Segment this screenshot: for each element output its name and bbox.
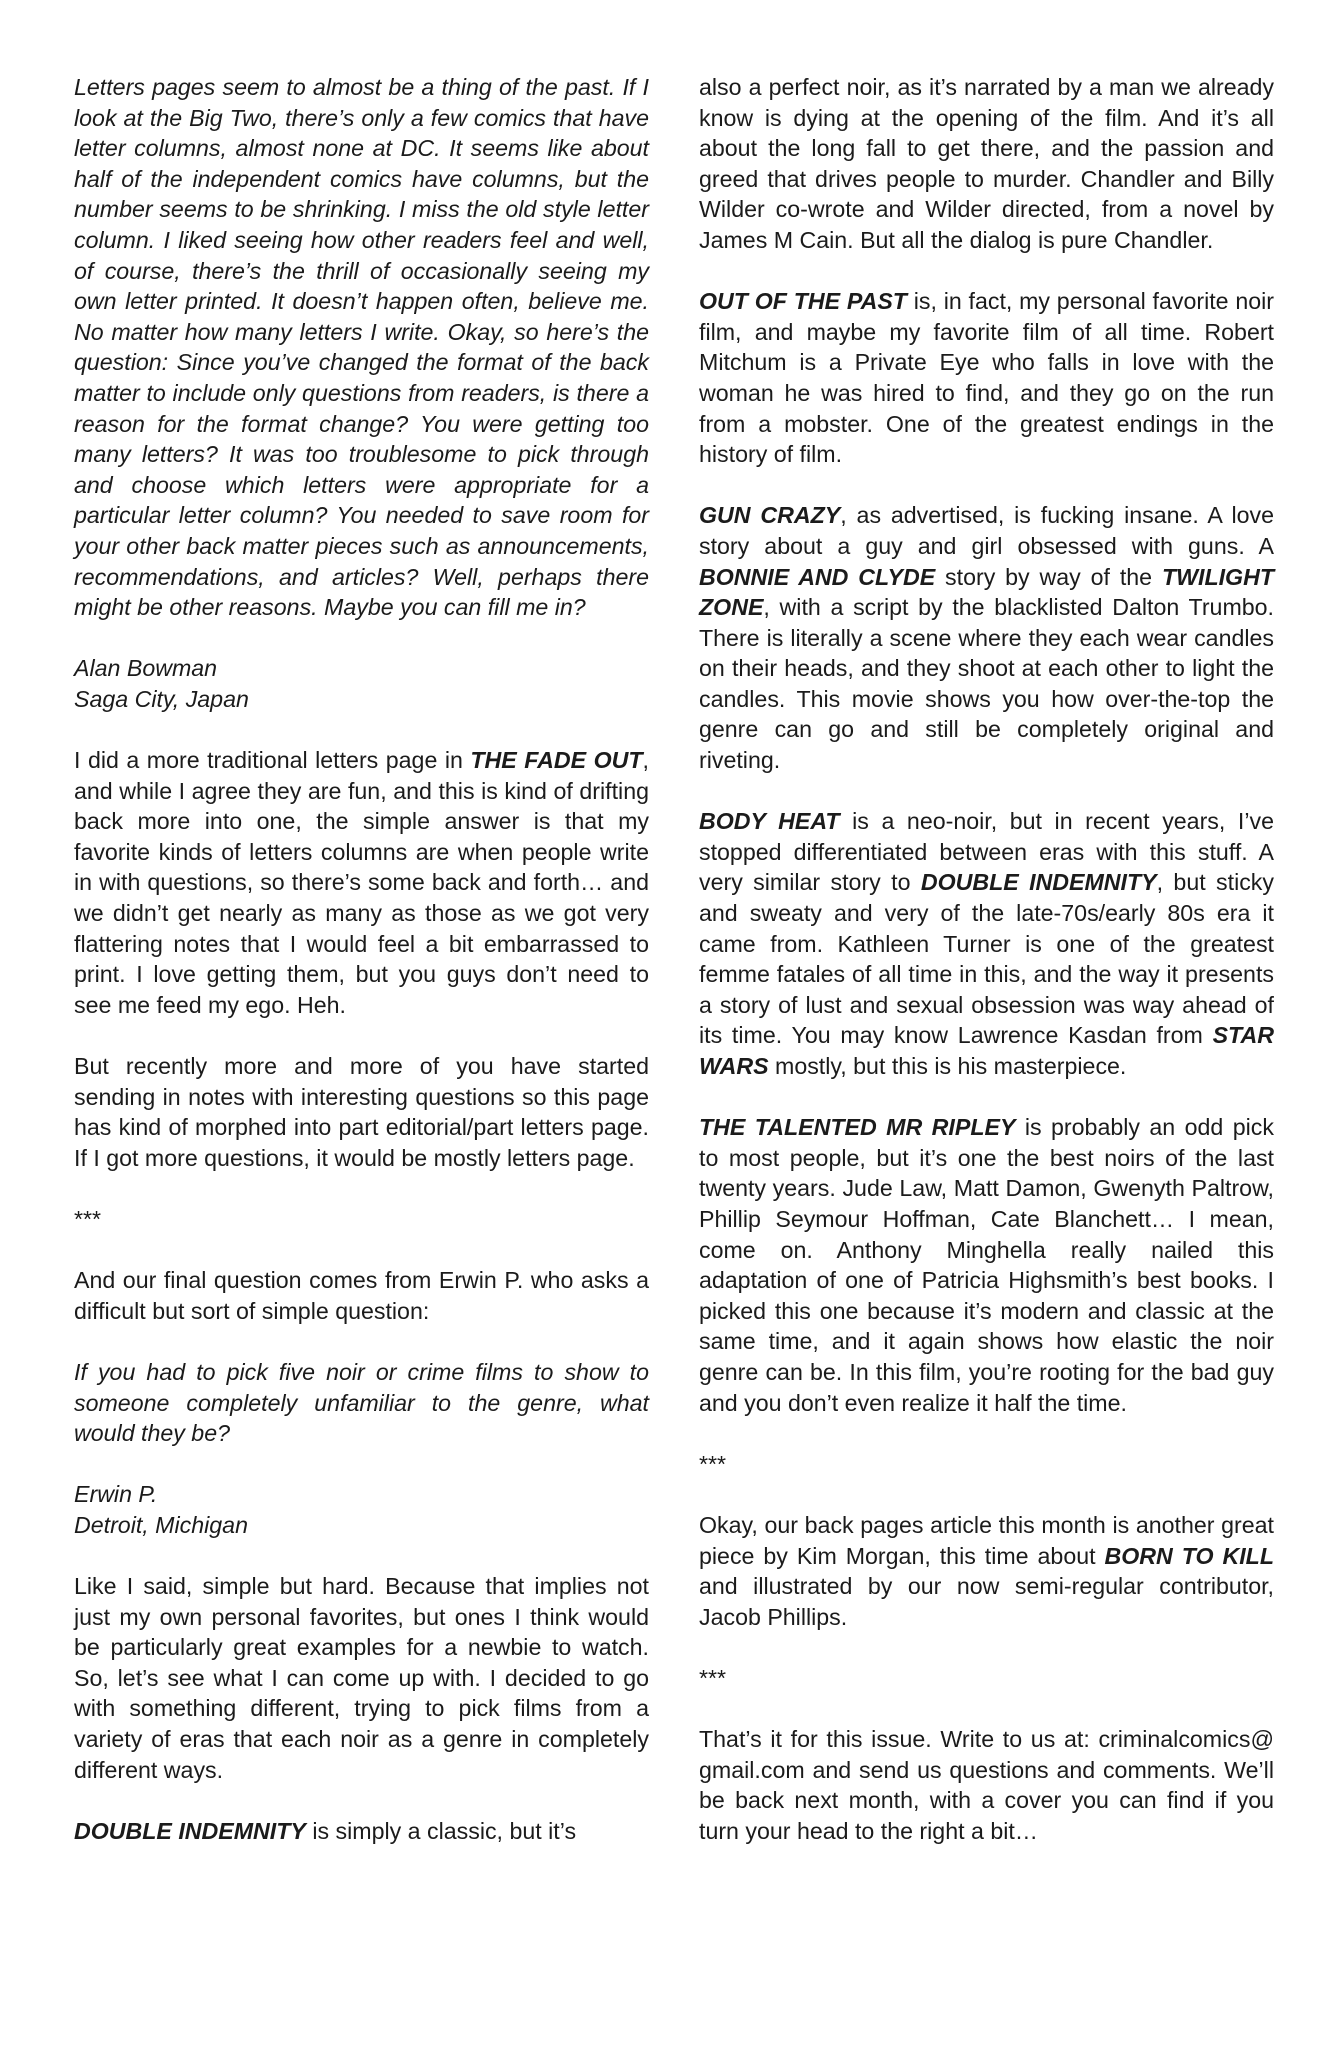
reply-paragraph-3: Like I said, simple but hard. Because that implies not just my own personal favorites, but ones I think would be particularly great examples for a newbie to watch. So, let’s see what I can come up with. I decided to go with something different, trying to pick films from a variety of eras that each noir as a genre in completely different ways. <box>74 1573 649 1783</box>
title-twilight-zone: TWILIGHT ZONE <box>699 563 1274 621</box>
film-1-paragraph-start: DOUBLE INDEMNITY is simply a classic, but it’s <box>74 1817 577 1844</box>
title-double-indemnity-ref: DOUBLE INDEMNITY <box>920 869 1157 896</box>
title-the-fade-out: THE FADE OUT <box>470 747 643 774</box>
reader-letter-1: Letters pages seem to almost be a thing of the past. If I look at the Big Two, there’s only a few comics that have letter columns, almost none at DC. It seems like about half of the independent comics have columns, but the number seems to be shrinking. I miss the old style letter column. I liked seeing how other readers feel and well, of course, there’s the thrill of occasionally seeing my own letter printed. It doesn’t happen often, believe me. No matter how many letters I write. Okay, so here’s the question: Since you’ve changed the format of the back matter to include only questions from readers, is there a reason for the format change? You were getting too many letters? It was too troublesome to pick through and choose which letters were appropriate for a particular letter column? You needed to save room for your other back matter pieces such as announcements, recommendations, and articles? Well, perhaps there might be other reasons. Maybe you can fill me in? <box>74 74 649 621</box>
reader-letter-2: If you had to pick five noir or crime films to show to someone completely unfamiliar to the genre, what would they be? <box>74 1358 649 1447</box>
film-3-paragraph: GUN CRAZY, as advertised, is fucking insane. A love story about a guy and girl obsessed with guns. A BONNIE AND CLYDE story by way of the TWILIGHT ZONE, with a script by the blacklisted Dalton Trumbo. There is literally a scene where they each wear candles on their heads, and they shoot at each other to light the candles. This movie shows you how over-the-top the genre can go and still be completely original and riveting. <box>699 502 1274 774</box>
film-1-paragraph-continued: also a perfect noir, as it’s narrated by a man we already know is dying at the opening of the film. And it’s all about the long fall to get there, and the passion and greed that drives people to murder. Chandler and Billy Wilder co-wrote and Wilder directed, from a novel by James M Cain. But all the dialog is pure Chandler. <box>699 74 1274 253</box>
title-the-talented-mr-ripley: THE TALENTED MR RIPLEY <box>699 1114 1016 1141</box>
letter-2-signature <box>74 1479 649 1540</box>
question-intro: And our final question comes from Erwin P. who asks a difficult but sort of simple question: <box>74 1267 649 1324</box>
section-separator: *** <box>699 1450 727 1477</box>
title-star-wars: STAR WARS <box>699 1022 1274 1079</box>
signature-location: Detroit, Michigan <box>74 1511 248 1538</box>
title-bonnie-and-clyde: BONNIE AND CLYDE <box>699 563 936 590</box>
signature-name: Alan Bowman <box>74 655 218 682</box>
film-2-paragraph: OUT OF THE PAST is, in fact, my personal favorite noir film, and maybe my favorite film of all time. Robert Mitchum is a Private Eye who falls in love with the woman he was hired to find, and they go on the run from a mobster. One of the greatest endings in the history of film. <box>699 288 1274 468</box>
title-body-heat: BODY HEAT <box>699 808 840 835</box>
title-gun-crazy: GUN CRAZY <box>699 502 841 529</box>
film-5-paragraph: THE TALENTED MR RIPLEY is probably an odd pick to most people, but it’s one the best noirs of the last twenty years. Jude Law, Matt Damon, Gwenyth Paltrow, Phillip Seymour Hoffman, Cate Blanchett… I mean, come on. Anthony Minghella really nailed this adaptation of one of Patricia Highsmith’s best books. I picked this one because it’s modern and classic at the same time, and it again shows how elastic the noir genre can be. In this film, you’re rooting for the bad guy and you don’t even realize it half the time. <box>699 1114 1274 1416</box>
title-born-to-kill: BORN TO KILL <box>1104 1542 1274 1569</box>
right-column <box>699 72 1274 2048</box>
section-separator: *** <box>699 1664 727 1691</box>
closing-paragraph: That’s it for this issue. Write to us at: criminalcomics@ gmail.com and send us questions and comments. We’ll be back next month, with a cover you can find if you turn your head to the right a bit… <box>699 1726 1274 1844</box>
signature-name: Erwin P. <box>74 1481 158 1508</box>
left-column <box>74 72 649 2048</box>
article-announcement: Okay, our back pages article this month is another great piece by Kim Morgan, this time about BORN TO KILL and illustrated by our now semi-regular contributor, Jacob Phillips. <box>699 1511 1274 1630</box>
signature-location: Saga City, Japan <box>74 685 249 712</box>
section-separator: *** <box>74 1205 102 1232</box>
title-out-of-the-past: OUT OF THE PAST <box>699 288 907 315</box>
reply-paragraph-1: I did a more traditional letters page in THE FADE OUT, and while I agree they are fun, and this is kind of drifting back more into one, the simple answer is that my favorite kinds of letters columns are when people write in with questions, so there’s some back and forth… and we didn’t get nearly as many as those as we got very flattering notes that I would feel a bit embarrassed to print. I love getting them, but you guys don’t need to see me feed my ego. Heh. <box>74 747 649 1018</box>
film-4-paragraph: BODY HEAT is a neo-noir, but in recent years, I’ve stopped differentiated between eras with this stuff. A very similar story to DOUBLE INDEMNITY, but sticky and sweaty and very of the late-70s/early 80s era it came from. Kathleen Turner is one of the greatest femme fatales of all time in this, and the way it presents a story of lust and sexual obsession was way ahead of its time. You may know Lawrence Kasdan from STAR WARS mostly, but this is his masterpiece. <box>699 808 1274 1079</box>
letter-1-signature <box>74 653 649 714</box>
title-double-indemnity: DOUBLE INDEMNITY <box>74 1817 306 1844</box>
reply-paragraph-2: But recently more and more of you have started sending in notes with interesting questions so this page has kind of morphed into part editorial/part letters page. If I got more questions, it would be mostly letters page. <box>74 1053 649 1171</box>
